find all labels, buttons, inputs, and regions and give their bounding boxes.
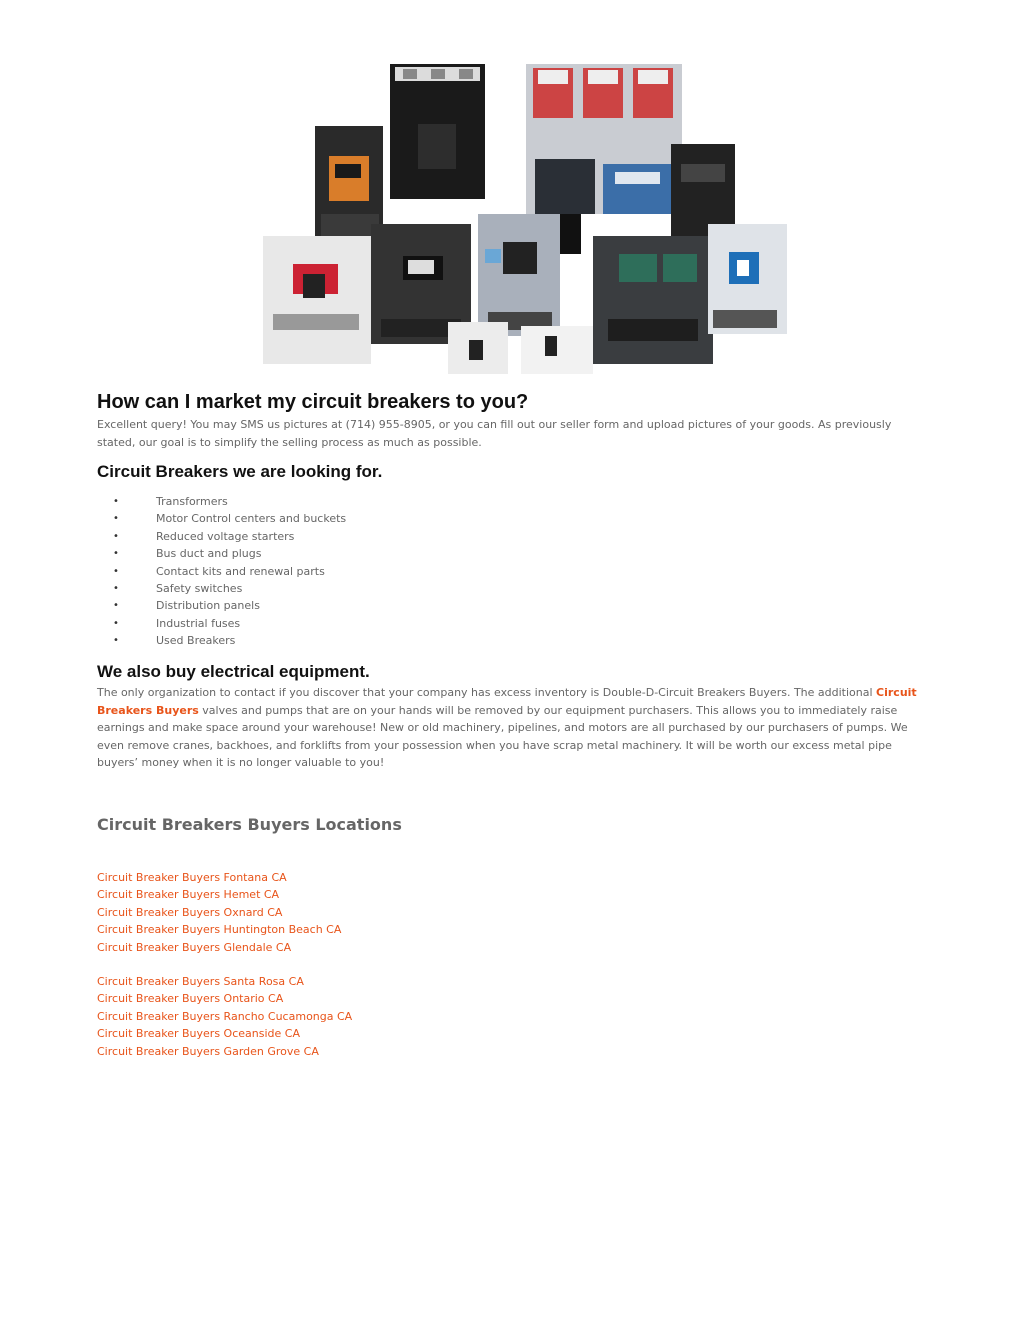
locations-heading: Circuit Breakers Buyers Locations [97,815,402,834]
locations-list-2 [97,973,352,1060]
bullet-icon: • [113,617,119,629]
location-link[interactable]: Circuit Breaker Buyers Glendale CA [97,940,292,954]
list-item: • Motor Control centers and buckets [97,510,346,527]
list-item: • Bus duct and plugs [97,545,346,562]
bullet-icon: • [113,582,119,594]
bullet-icon: • [113,496,119,507]
list-item: • Contact kits and renewal parts [97,563,346,580]
location-link[interactable]: Circuit Breaker Buyers Huntington Beach CA [97,923,342,937]
location-link[interactable]: Circuit Breaker Buyers Oxnard CA [97,905,283,919]
market-text: Excellent query! You may SMS us pictures at (714) 955-8905, or you can fill out our seller form and upload pictures of your goods. As previously stated, our goal is to simplify the selling process as much as possible. [97,418,892,449]
location-link[interactable]: Circuit Breaker Buyers Santa Rosa CA [97,975,304,988]
circuit-breakers-buyers-link[interactable]: Circuit Breakers Buyers [97,686,917,717]
looking-for-list [97,493,346,650]
bullet-icon: • [113,600,119,612]
list-item: • Transformers [97,493,346,510]
market-heading: How can I market my circuit breakers to you? [97,391,529,413]
location-link[interactable]: Circuit Breaker Buyers Garden Grove CA [97,1044,319,1058]
equipment-text: The only organization to contact if you discover that your company has excess inventory is Double-D-Circuit Breakers Buyers. The additional Circuit Breakers Buyers valves and pumps that are on your hands will be removed by our equipment purchasers. This allows you to immediately raise earnings and make space around your warehouse! New or old machinery, pipelines, and motors are all purchased by our purchasers of pumps. We even remove cranes, backhoes, and forklifts from your possession when you have scrap metal machinery. It will be worth our excess metal pipe buyers’ money when it is no longer valuable to you! [97,686,917,769]
location-link[interactable]: Circuit Breaker Buyers Oceanside CA [97,1027,300,1041]
bullet-icon: • [113,635,119,647]
location-link[interactable]: Circuit Breaker Buyers Fontana CA [97,871,287,884]
bullet-icon: • [113,513,119,525]
bullet-icon: • [113,530,119,542]
bullet-icon: • [113,565,119,577]
circuit-breakers-photo [263,64,787,374]
list-item: • Used Breakers [97,632,346,649]
equipment-heading: We also buy electrical equipment. [97,662,370,681]
location-link[interactable]: Circuit Breaker Buyers Ontario CA [97,992,284,1006]
bullet-icon: • [113,548,119,560]
list-item: • Industrial fuses [97,615,346,632]
location-link[interactable]: Circuit Breaker Buyers Hemet CA [97,888,280,902]
looking-for-heading: Circuit Breakers we are looking for. [97,462,383,481]
list-item: • Safety switches [97,580,346,597]
list-item: • Reduced voltage starters [97,528,346,545]
locations-list-1 [97,869,341,956]
location-link[interactable]: Circuit Breaker Buyers Rancho Cucamonga CA [97,1009,353,1023]
list-item: • Distribution panels [97,597,346,614]
